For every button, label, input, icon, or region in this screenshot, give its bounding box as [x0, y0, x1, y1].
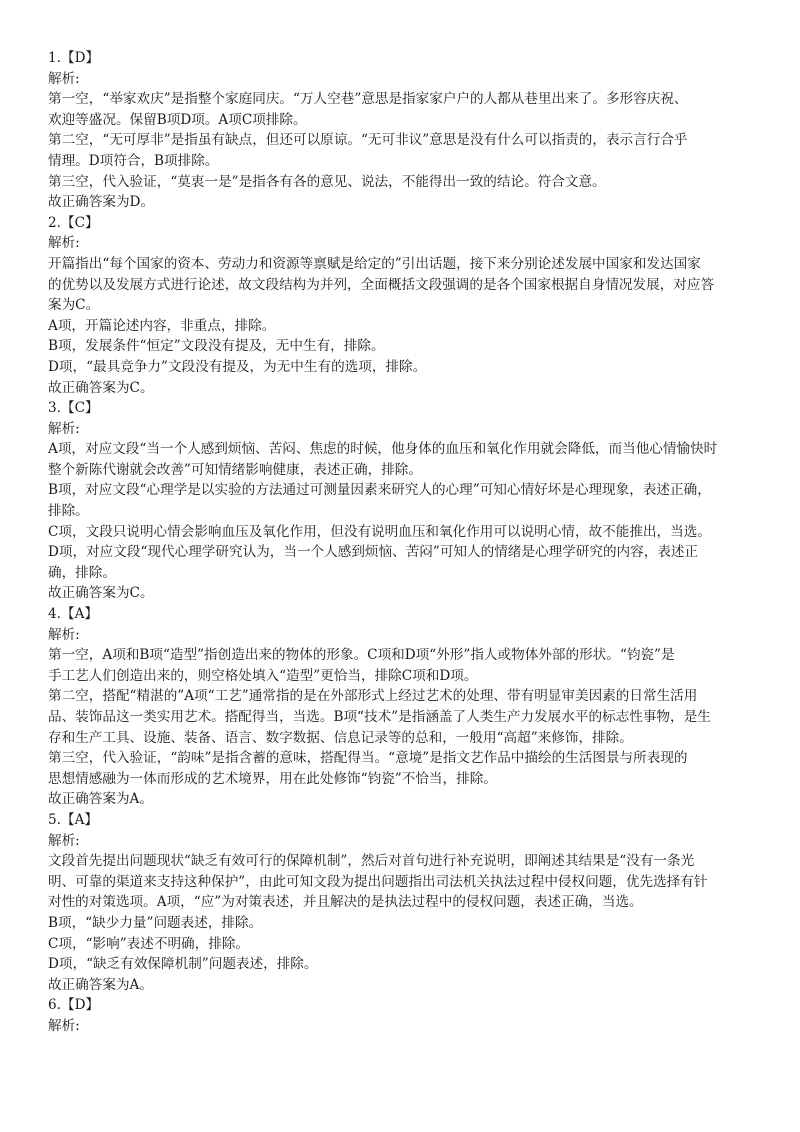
analysis-text-line: 文段首先提出问题现状“缺乏有效可行的保障机制”，然后对首句进行补充说明，即阐述其结果是“没有一条光	[48, 853, 695, 870]
analysis-text-line: 第三空，代入验证，“莫衷一是”是指各有各的意见、说法，不能得出一致的结论。符合文意。	[48, 173, 606, 190]
analysis-text-line: D项，“缺乏有效保障机制”问题表述，排除。	[48, 956, 318, 973]
analysis-label: 解析:	[48, 626, 80, 643]
analysis-text-line: 案为C。	[48, 297, 100, 314]
question-number: 1.【D】	[48, 50, 100, 66]
analysis-text-line: 故正确答案为A。	[48, 791, 153, 808]
analysis-text-line: D项，对应文段“现代心理学研究认为，当一个人感到烦恼、苦闷”可知人的情绪是心理学研究的内容，表述正	[48, 544, 699, 561]
analysis-text-line: B项，发展条件“恒定”文段没有提及，无中生有，排除。	[48, 338, 385, 355]
analysis-text-line: C项，文段只说明心情会影响血压及氧化作用，但没有说明血压和氧化作用可以说明心情，故不能推出，当选。	[48, 523, 711, 540]
analysis-text-line: 确，排除。	[48, 564, 116, 581]
question-number: 6.【D】	[48, 997, 100, 1014]
analysis-text-line: C项，“影响”表述不明确，排除。	[48, 935, 250, 952]
analysis-text-line: 排除。	[48, 503, 89, 520]
analysis-text-line: 第一空，A项和B项“造型”指创造出来的物体的形象。C项和D项“外形”指人或物体外部的形状。“钧瓷”是	[48, 647, 675, 664]
analysis-text-line: 故正确答案为A。	[48, 976, 153, 993]
analysis-text-line: B项，“缺少力量”问题表述，排除。	[48, 914, 263, 931]
analysis-text-line: A项，开篇论述内容，非重点，排除。	[48, 317, 276, 334]
question-number: 4.【A】	[48, 606, 98, 623]
analysis-text-line: 开篇指出“每个国家的资本、劳动力和资源等禀赋是给定的”引出话题，接下来分别论述发展中国家和发达国家	[48, 255, 701, 272]
analysis-text-line: 思想情感融为一体而形成的艺术境界，用在此处修饰“钧瓷”不恰当，排除。	[48, 770, 497, 787]
analysis-text-line: 第三空，代入验证，“韵味”是指含蓄的意味，搭配得当。“意境”是指文艺作品中描绘的生活图景与所表现的	[48, 750, 688, 767]
analysis-text-line: 故正确答案为C。	[48, 379, 154, 396]
analysis-label: 解析:	[48, 70, 80, 87]
analysis-text-line: 品、装饰品这一类实用艺术。搭配得当，当选。B项“技术”是指涵盖了人类生产力发展水平的标志性事物，是生	[48, 709, 711, 725]
question-number: 3.【C】	[48, 400, 99, 417]
question-number: 5.【A】	[48, 811, 98, 828]
question-number: 2.【C】	[48, 214, 99, 231]
analysis-label: 解析:	[48, 235, 80, 252]
analysis-text-line: 存和生产工具、设施、装备、语言、数字数据、信息记录等的总和，一般用“高超”来修饰，排除。	[48, 729, 633, 746]
analysis-text-line: 故正确答案为C。	[48, 585, 154, 602]
analysis-text-line: D项，“最具竞争力”文段没有提及，为无中生有的选项，排除。	[48, 358, 427, 375]
analysis-text-line: 明、可靠的渠道来支持这种保护”，由此可知文段为提出问题指出司法机关执法过程中侵权问题，优先选择有针	[48, 873, 708, 890]
analysis-text-line: A项，对应文段“当一个人感到烦恼、苦闷、焦虑的时候，他身体的血压和氧化作用就会降低，而当他心情愉快时	[48, 441, 718, 458]
analysis-text-line: B项，对应文段“心理学是以实验的方法通过可测量因素来研究人的心理”可知心情好坏是心理现象，表述正确，	[48, 482, 711, 499]
analysis-text-line: 整个新陈代谢就会改善”可知情绪影响健康，表述正确，排除。	[48, 461, 422, 478]
analysis-text-line: 对性的对策选项。A项，“应”为对策表述，并且解决的是执法过程中的侵权问题，表述正确，当选。	[48, 894, 643, 911]
analysis-text-line: 第二空，“无可厚非”是指虽有缺点，但还可以原谅。“无可非议”意思是没有什么可以指责的，表示言行合乎	[48, 132, 688, 149]
analysis-text-line: 情理。D项符合，B项排除。	[48, 152, 219, 169]
analysis-text-line: 第二空，搭配“精湛的”A项“工艺”通常指的是在外部形式上经过艺术的处理、带有明显审美因素的日常生活用	[48, 688, 698, 705]
analysis-label: 解析:	[48, 420, 80, 437]
analysis-text-line: 故正确答案为D。	[48, 194, 155, 211]
analysis-label: 解析:	[48, 1017, 80, 1034]
analysis-text-line: 手工艺人们创造出来的，则空格处填入“造型”更恰当，排除C项和D项。	[48, 667, 478, 684]
analysis-text-line: 第一空，“举家欢庆”是指整个家庭同庆。“万人空巷”意思是指家家户户的人都从巷里出来了。多形容庆祝、	[48, 91, 688, 108]
analysis-text-line: 欢迎等盛况。保留B项D项。A项C项排除。	[48, 111, 307, 128]
analysis-label: 解析:	[48, 832, 80, 849]
analysis-text-line: 的优势以及发展方式进行论述，故文段结构为并列，全面概括文段强调的是各个国家根据自身情况发展，对应答	[48, 276, 715, 293]
